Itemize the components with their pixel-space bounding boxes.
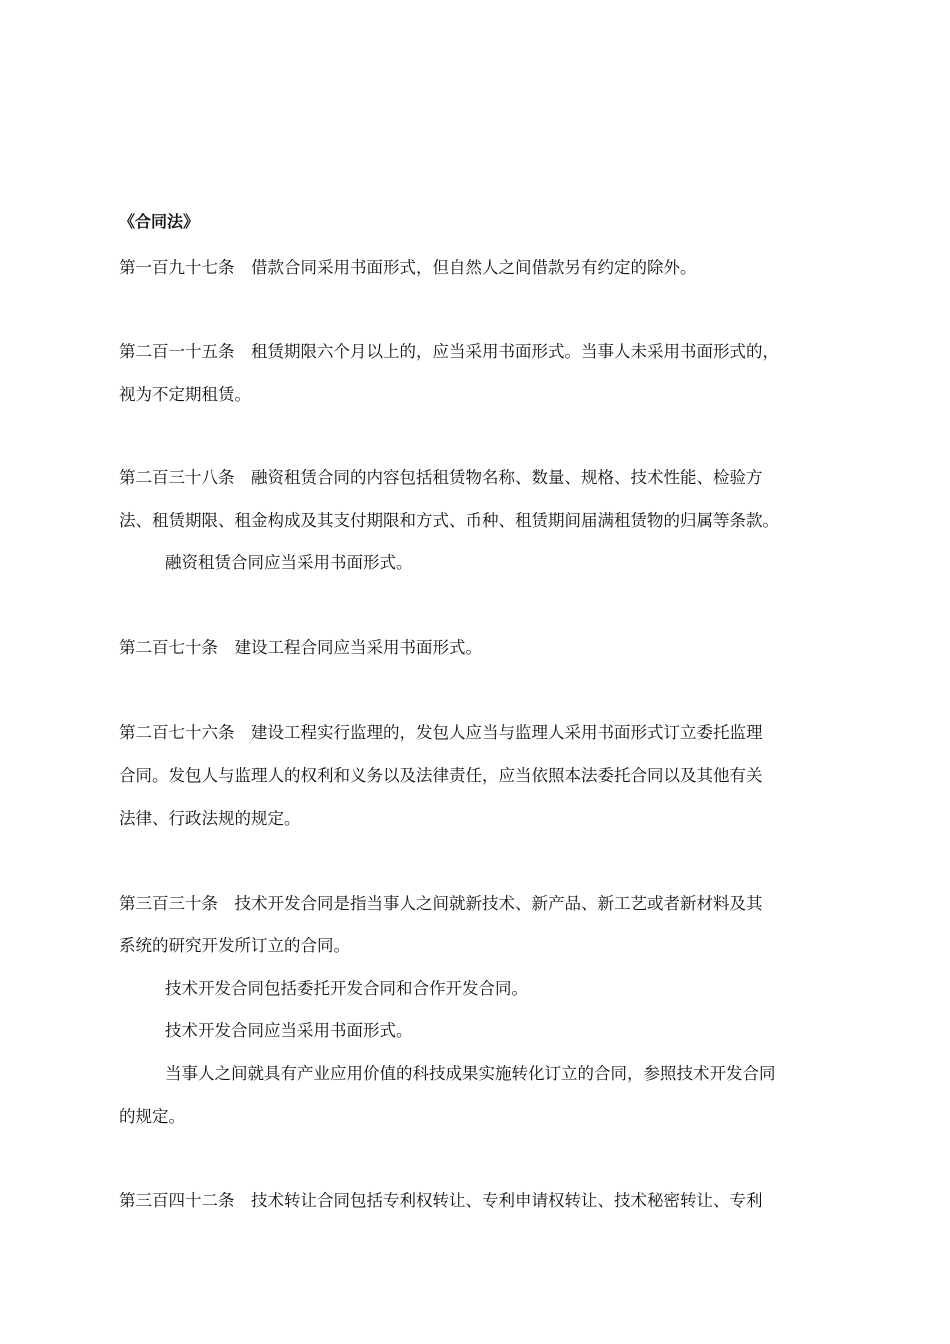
article-238-line-1: 第二百三十八条 融资租赁合同的内容包括租赁物名称、数量、规格、技术性能、检验方 bbox=[119, 468, 763, 487]
article-330-line-4: 技术开发合同应当采用书面形式。 bbox=[165, 1021, 413, 1040]
article-270-line-1: 第二百七十条 建设工程合同应当采用书面形式。 bbox=[119, 638, 482, 657]
article-215-line-2: 视为不定期租赁。 bbox=[119, 385, 251, 404]
document-title: 《合同法》 bbox=[119, 212, 200, 231]
article-276-line-2: 合同。发包人与监理人的权利和义务以及法律责任，应当依照本法委托合同以及其他有关 bbox=[119, 766, 763, 785]
article-342-line-1: 第三百四十二条 技术转让合同包括专利权转让、专利申请权转让、技术秘密转让、专利 bbox=[119, 1191, 763, 1210]
article-197-line-1: 第一百九十七条 借款合同采用书面形式，但自然人之间借款另有约定的除外。 bbox=[119, 258, 697, 277]
article-330-line-3: 技术开发合同包括委托开发合同和合作开发合同。 bbox=[165, 979, 528, 998]
article-330-line-2: 系统的研究开发所订立的合同。 bbox=[119, 936, 350, 955]
article-215-line-1: 第二百一十五条 租赁期限六个月以上的，应当采用书面形式。当事人未采用书面形式的， bbox=[119, 342, 779, 361]
article-276-line-3: 法律、行政法规的规定。 bbox=[119, 809, 301, 828]
article-238-line-2: 法、租赁期限、租金构成及其支付期限和方式、币种、租赁期间届满租赁物的归属等条款。 bbox=[119, 511, 779, 530]
article-276-line-1: 第二百七十六条 建设工程实行监理的，发包人应当与监理人采用书面形式订立委托监理 bbox=[119, 723, 763, 742]
article-330-line-1: 第三百三十条 技术开发合同是指当事人之间就新技术、新产品、新工艺或者新材料及其 bbox=[119, 894, 763, 913]
article-330-line-6: 的规定。 bbox=[119, 1107, 185, 1126]
article-330-line-5: 当事人之间就具有产业应用价值的科技成果实施转化订立的合同，参照技术开发合同 bbox=[165, 1064, 776, 1083]
article-238-line-3: 融资租赁合同应当采用书面形式。 bbox=[165, 553, 413, 572]
